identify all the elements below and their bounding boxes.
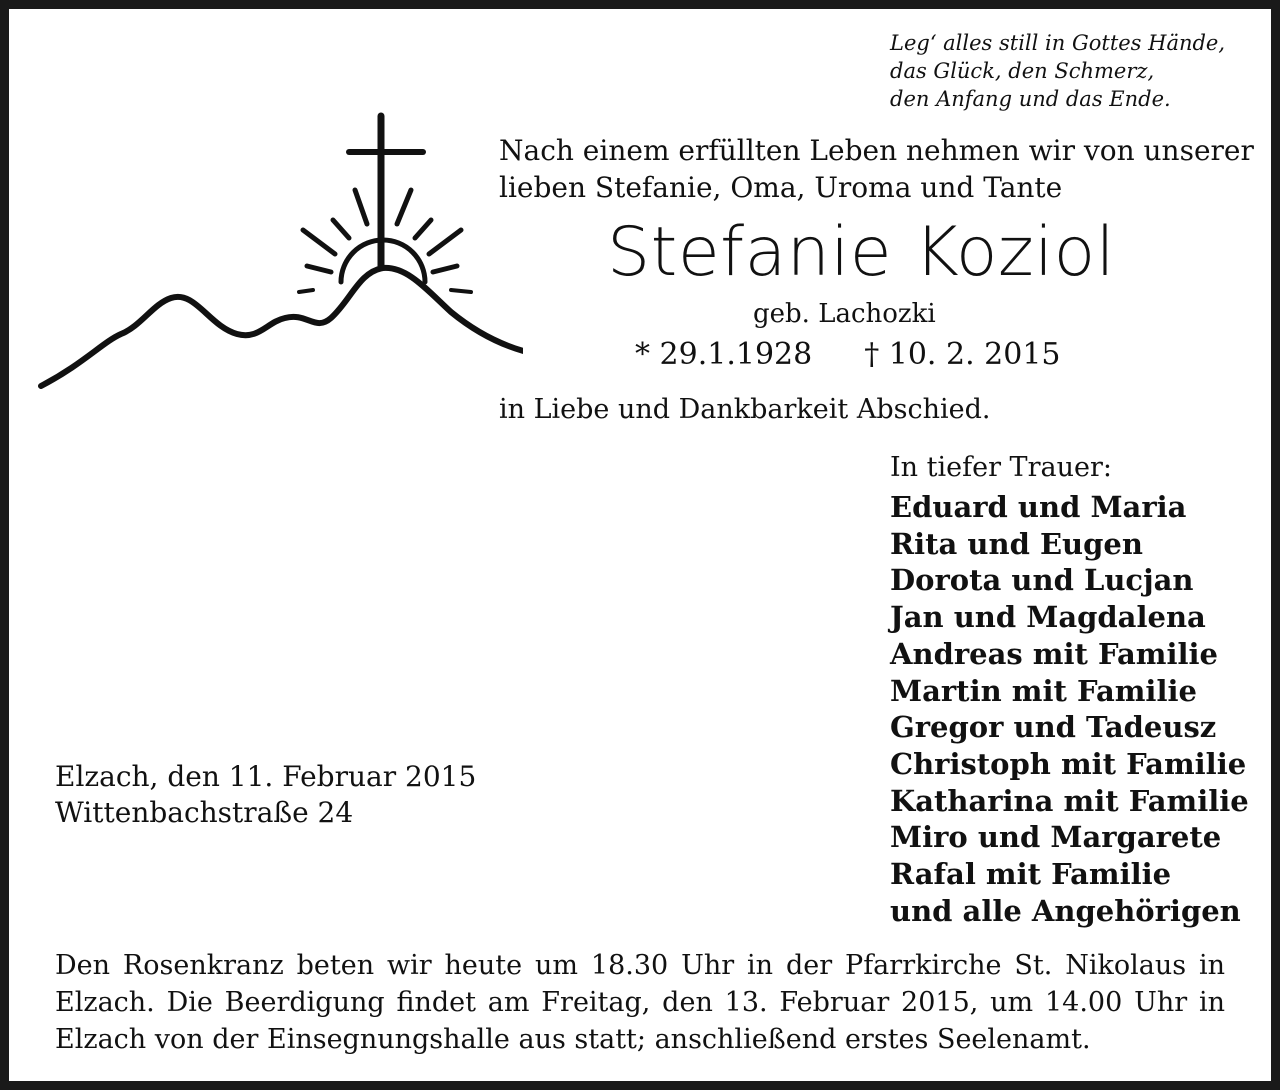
birth-date: * 29.1.1928 [635,337,813,372]
motto-line: den Anfang und das Ende. [890,87,1171,111]
intro-text [499,132,1254,206]
mourner-entry: Katharina mit Familie [890,783,1249,818]
address: Wittenbachstraße 24 [55,796,354,829]
mourner-entry: Rita und Eugen [890,526,1143,561]
intro-line: lieben Stefanie, Oma, Uroma und Tante [499,171,1063,204]
deceased-name: Stefanie Koziol [607,213,1116,292]
life-dates [635,337,1061,372]
mourners-list [890,489,1249,929]
obituary-card [9,9,1271,1081]
cross-sunrise-mountain-icon [23,104,523,389]
intro-line: Nach einem erfüllten Leben nehmen wir von unserer [499,134,1254,167]
mourner-entry: Eduard und Maria [890,490,1187,524]
motto-line: das Glück, den Schmerz, [890,59,1155,83]
mourner-entry: Dorota und Lucjan [890,563,1194,598]
mourning-label: In tiefer Trauer: [890,452,1112,483]
mourner-entry: Andreas mit Familie [890,636,1218,671]
place-date: Elzach, den 11. Februar 2015 [55,760,477,793]
mourner-entry: Gregor und Tadeusz [890,710,1217,745]
motto-verse [890,29,1225,113]
maiden-name: geb. Lachozki [753,299,936,329]
mourner-entry: Miro und Margarete [890,820,1222,855]
mourner-entry: und alle Angehörigen [890,893,1241,928]
place-and-address [55,759,476,831]
farewell-text: in Liebe und Dankbarkeit Abschied. [499,394,991,425]
mourner-entry: Jan und Magdalena [890,600,1206,635]
mourner-entry: Christoph mit Familie [890,746,1247,781]
motto-line: Leg‘ alles still in Gottes Hände, [890,31,1226,55]
funeral-notice: Den Rosenkranz beten wir heute um 18.30 Uhr in der Pfarrkirche St. Nikolaus in Elzach. Die Beerdigung findet am Freitag, den 13. Februar 2015, um 14.00 Uhr in Elzach von der Einsegnungshalle aus statt; anschließend erstes Seelenamt. [55,950,1225,1055]
mourner-entry: Rafal mit Familie [890,857,1172,892]
mourner-entry: Martin mit Familie [890,673,1197,708]
death-date: † 10. 2. 2015 [864,337,1061,372]
